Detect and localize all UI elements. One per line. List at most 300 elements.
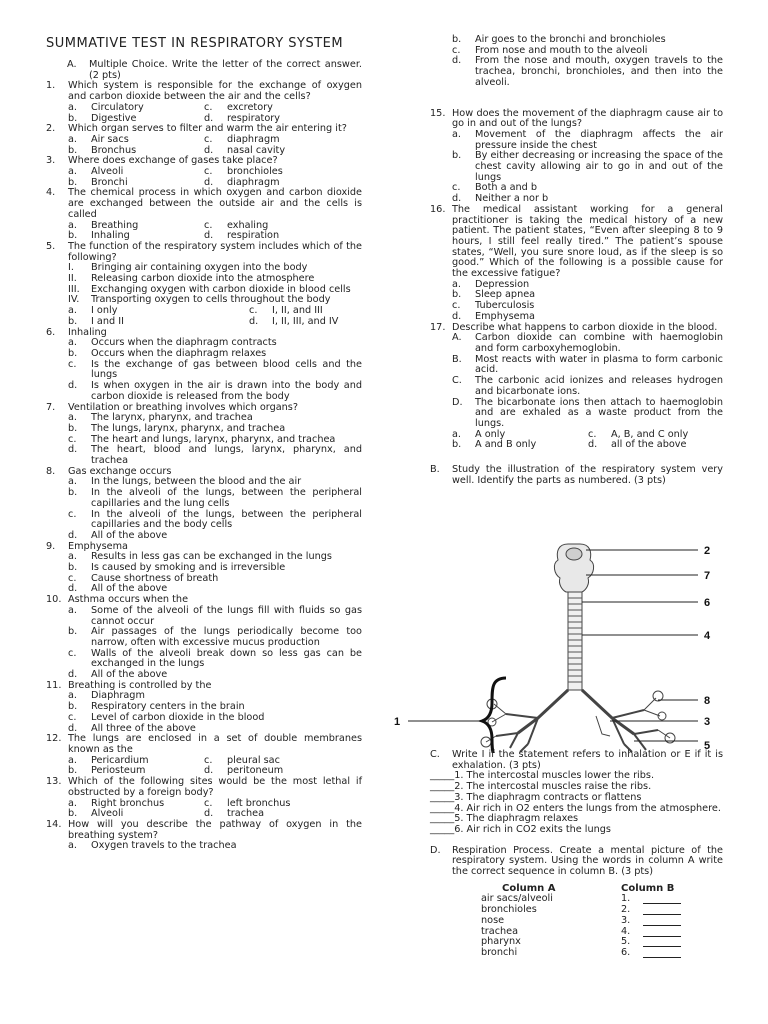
option-text: Results in less gas can be exchanged in the lungs [91,551,332,563]
question-13-stem [46,777,362,798]
option-letter: d. [68,669,78,681]
option-letter: c. [68,572,77,584]
option-text: Sleep apnea [475,289,536,301]
option-letter: c. [452,44,461,56]
option-text: Exchanging oxygen with carbon dioxide in blood cells [91,283,351,295]
question-7-options [46,413,362,467]
section-b [430,465,723,486]
answer-blank: _____ [430,823,455,835]
option-text: The bicarbonate ions then attach to haemoglobin and are exhaled as a waste product from the lungs. [475,396,723,429]
question-16 [430,205,723,323]
option-text: Oxygen travels to the trachea [91,840,237,852]
option-text: Air goes to the bronchi and bronchioles [475,34,666,45]
question-6-option [68,360,362,381]
right-column [430,0,723,486]
option-letter: c. [452,182,461,194]
question-9-options [46,552,362,595]
column-b-number: 4. [621,925,631,937]
option-letter: II. [68,273,77,285]
question-2-number: 2. [46,123,56,135]
question-6-number: 6. [46,326,56,338]
question-14-number: 14. [46,818,62,830]
question-17-option [452,398,723,430]
option-letter: d. [452,55,462,67]
option-letter: d. [452,193,462,205]
exhalation-item [430,825,723,836]
option-letter: a. [68,604,78,616]
question-15-option [452,151,723,183]
question-1-number: 1. [46,80,56,92]
choice-text: respiratory [227,112,280,124]
choice-letter: d. [204,808,214,820]
column-b-item [621,916,701,927]
section-c-label: C. [430,749,440,760]
option-text: Occurs when the diaphragm contracts [91,337,277,349]
option-text: Neither a nor b [475,193,549,205]
choice-letter: b. [68,230,78,242]
question-13-choice [68,799,204,810]
column-b-item [621,948,701,959]
choice-text: trachea [227,808,265,820]
option-letter: d. [68,380,78,392]
question-10-number: 10. [46,594,62,606]
section-b-text: Study the illustration of the respiratory system very well. Identify the parts as numbered. (3 pts) [452,464,723,486]
column-b-item [621,894,701,905]
diagram-label-4: 4 [704,630,711,642]
diagram-label-5: 5 [704,740,711,752]
option-letter: a. [68,551,78,563]
option-letter: d. [68,583,78,595]
question-1-choice [204,103,362,114]
section-d-label: D. [430,844,441,856]
option-letter: b. [68,626,78,638]
option-letter: b. [452,289,462,301]
question-5-choices [46,306,362,327]
choice-letter: c. [204,166,213,178]
question-11-options [46,691,362,734]
question-15-text: How does the movement of the diaphragm cause air to go in and out of the lungs? [452,107,723,130]
question-14-stem [46,820,362,841]
question-14-option [452,56,723,88]
choice-text: Alveoli [91,808,124,820]
question-10-option [68,649,362,670]
option-text: The heart and lungs, larynx, pharynx, and trachea [91,433,336,445]
question-9-number: 9. [46,540,56,552]
choice-letter: c. [204,219,213,231]
choice-letter: c. [204,754,213,766]
answer-line[interactable] [643,916,681,926]
option-letter: a. [452,128,462,140]
page-title: SUMMATIVE TEST IN RESPIRATORY SYSTEM [46,36,344,51]
column-b-header: Column B [621,882,675,894]
option-letter: C. [452,375,462,387]
choice-text: Periosteum [91,765,146,777]
option-letter: a. [68,476,78,488]
choice-text: Bronchus [91,144,137,156]
option-text: All of the above [91,583,168,595]
question-4-choices [46,221,362,242]
question-3-number: 3. [46,155,56,167]
question-15-number: 15. [430,107,446,119]
question-1 [46,81,362,124]
option-text: Emphysema [475,310,535,322]
diagram-label-1: 1 [394,716,401,728]
exhalation-text: 3. The diaphragm contracts or flattens [454,791,642,803]
question-14-text: How will you describe the pathway of oxygen in the breathing system? [68,818,362,841]
question-2-choice [68,135,204,146]
option-text: The carbonic acid ionizes and releases hydrogen and bicarbonate ions. [475,375,723,397]
option-letter: b. [452,34,462,45]
option-text: Respiratory centers in the brain [91,701,245,713]
choice-text: all of the above [611,439,687,451]
question-2-text: Which organ serves to filter and warm the air entering it? [68,123,347,135]
choice-text: Air sacs [91,133,129,145]
option-text: In the alveoli of the lungs, between the peripheral capillaries and the body cells [91,508,362,531]
question-9 [46,542,362,596]
question-13 [46,777,362,820]
question-7-text: Ventilation or breathing involves which organs? [68,401,298,413]
option-text: Both a and b [475,182,538,194]
left-column [46,0,362,852]
option-text: In the lungs, between the blood and the air [91,476,302,488]
option-letter: b. [68,347,78,359]
question-17-choice [452,440,588,451]
question-6 [46,328,362,403]
option-letter: a. [68,690,78,702]
option-letter: d. [452,310,462,322]
question-2 [46,124,362,156]
question-5-choice [249,317,362,328]
question-4-number: 4. [46,187,56,199]
question-8-number: 8. [46,465,56,477]
option-letter: c. [68,647,77,659]
option-text: In the alveoli of the lungs, between the peripheral capillaries and the lung cells [91,487,362,509]
question-11-number: 11. [46,679,62,691]
option-letter: b. [68,701,78,713]
option-text: Tuberculosis [475,300,535,312]
question-6-options [46,338,362,402]
option-text: Some of the alveoli of the lungs fill with fluids so gas cannot occur [91,604,362,627]
option-text: All of the above [91,669,168,681]
option-text: Air passages of the lungs periodically become too narrow, often with excessive mucus production [91,626,362,648]
exhalation-text: 1. The intercostal muscles lower the ribs. [454,770,655,782]
question-16-number: 16. [430,203,446,215]
exhalation-text: 4. Air rich in O2 enters the lungs from the atmosphere. [454,802,721,814]
column-b-number: 3. [621,914,631,926]
question-17-choice [588,440,723,451]
question-17-number: 17. [430,321,446,333]
exhalation-text: 5. The diaphragm relaxes [454,813,579,825]
question-12-number: 12. [46,733,62,745]
question-16-stem [430,205,723,280]
question-9-text: Emphysema [68,540,128,552]
question-8-text: Gas exchange occurs [68,465,172,477]
option-letter: b. [68,487,78,499]
question-6-option [68,381,362,402]
question-7-option [68,424,362,435]
question-4-stem [46,188,362,220]
option-text: Transporting oxygen to cells throughout the body [91,294,331,306]
question-8 [46,467,362,542]
question-16-text: The medical assistant working for a general practitioner is taking the medical history of a new patient. The patient states, “Even after sleeping 8 to 9 hours, I still feel really tired.” The patient’s spouse states, “Well, you sure snore loud, as if the sleep is so good.” Which of the following is a possible cause for the excessive fatigue? [452,203,723,280]
questions-left [46,81,362,852]
section-a-text: Multiple Choice. Write the letter of the correct answer. (2 pts) [89,59,362,81]
option-letter: d. [68,722,78,734]
option-letter: I. [68,262,74,274]
question-10-option [68,606,362,627]
option-letter: c. [68,433,77,445]
question-11 [46,681,362,735]
option-text: The lungs, larynx, pharynx, and trachea [91,422,286,434]
option-text: Is when oxygen in the air is drawn into the body and carbon dioxide is released from the body [91,380,362,402]
option-letter: a. [68,337,78,349]
question-1-text: Which system is responsible for the exchange of oxygen and carbon dioxide between the air and the cells? [68,80,362,103]
option-text: Level of carbon dioxide in the blood [91,711,265,723]
exhalation-text: 6. Air rich in CO2 exits the lungs [454,823,611,835]
question-8-options [46,477,362,541]
column-b-number: 5. [621,936,631,948]
choice-letter: d. [204,230,214,242]
column-b-list [621,894,701,958]
question-3-choice [68,167,204,178]
answer-blank: _____ [430,813,455,825]
option-letter: A. [452,332,462,344]
choice-text: I, II, III, and IV [272,315,339,327]
choice-letter: b. [68,176,78,188]
choice-letter: a. [68,101,78,113]
column-b-item [621,927,701,938]
choice-letter: d. [204,176,214,188]
choice-letter: b. [68,144,78,156]
choice-text: diaphragm [227,133,280,145]
choice-text: diaphragm [227,176,280,188]
column-b-number: 2. [621,904,631,916]
column-a-item: bronchioles [481,904,537,916]
option-letter: b. [452,150,462,162]
column-b-item [621,937,701,948]
option-letter: d. [68,529,78,541]
question-2-choices [46,135,362,156]
respiratory-diagram [388,538,748,753]
choice-letter: a. [68,166,78,178]
choice-letter: b. [68,765,78,777]
question-12-choices [46,756,362,777]
choice-text: Right bronchus [91,797,165,809]
option-text: The larynx, pharynx, and trachea [91,412,253,424]
question-8-option [68,488,362,509]
answer-line[interactable] [643,905,681,915]
diagram-label-7: 7 [704,570,711,582]
question-11-text: Breathing is controlled by the [68,679,212,691]
question-1-choices [46,103,362,124]
question-16-options [430,280,723,323]
question-12 [46,734,362,777]
choice-letter: c. [249,305,258,317]
question-10 [46,595,362,681]
option-text: Most reacts with water in plasma to form carbonic acid. [475,353,723,376]
question-12-text: The lungs are enclosed in a set of double membranes known as the [68,733,362,755]
section-c [430,750,723,771]
choice-text: A only [475,428,506,440]
column-a-item: air sacs/alveoli [481,893,553,905]
column-b-number: 1. [621,893,631,905]
section-a-label: A. [67,59,77,70]
section-b-label: B. [430,464,440,476]
answer-line[interactable] [643,894,681,904]
choice-text: peritoneum [227,765,284,777]
option-text: Depression [475,278,530,290]
option-letter: a. [68,840,78,852]
question-15-stem [430,109,723,130]
option-letter: d. [68,444,78,456]
choice-text: pleural sac [227,754,280,766]
question-5 [46,242,362,328]
choice-text: left bronchus [227,797,291,809]
section-c-items [430,771,723,835]
choice-letter: a. [68,133,78,145]
option-text: Occurs when the diaphragm relaxes [91,347,267,359]
section-c-text: Write I if the statement refers to inhalation or E if it is exhalation. (3 pts) [452,749,723,771]
question-17-option [452,376,723,397]
question-4 [46,188,362,242]
question-1-stem [46,81,362,102]
answer-line[interactable] [643,927,681,937]
choice-letter: d. [204,144,214,156]
option-letter: B. [452,353,462,365]
question-12-stem [46,734,362,755]
question-5-number: 5. [46,240,56,252]
choice-letter: c. [204,133,213,145]
choice-letter: d. [588,439,598,451]
choice-text: Digestive [91,112,137,124]
option-text: Walls of the alveoli break down so less gas can be exchanged in the lungs [91,647,362,670]
choice-letter: b. [452,439,462,451]
column-a-list [481,894,621,958]
choice-letter: c. [588,428,597,440]
question-7-number: 7. [46,401,56,413]
option-letter: b. [68,562,78,574]
question-10-text: Asthma occurs when the [68,594,189,606]
answer-blank: _____ [430,791,455,803]
column-matching [481,884,723,959]
questions-right [430,35,723,486]
column-b-number: 6. [621,946,631,958]
option-text: Diaphragm [91,690,145,702]
choice-letter: d. [249,315,259,327]
choice-text: A and B only [475,439,537,451]
choice-letter: b. [68,315,78,327]
column-a-item: trachea [481,925,519,937]
choice-text: I, II, and III [272,305,323,317]
choice-text: respiration [227,230,280,242]
choice-letter: c. [204,797,213,809]
exhalation-item [430,793,723,804]
option-letter: c. [68,711,77,723]
question-14-options [46,841,362,852]
question-17-choices [430,430,723,451]
column-b-item [621,905,701,916]
choice-text: Alveoli [91,166,124,178]
option-text: The heart, blood and lungs, larynx, pharynx, and trachea [91,444,362,467]
question-6-text: Inhaling [68,326,107,338]
answer-blank: _____ [430,770,455,782]
option-text: Releasing carbon dioxide into the atmosphere [91,273,315,285]
choice-text: Breathing [91,219,139,231]
question-17-text: Describe what happens to carbon dioxide in the blood. [452,321,718,333]
question-4-text: The chemical process in which oxygen and carbon dioxide are exchanged between the outside air and the cells is called [68,187,362,220]
section-d-text: Respiration Process. Create a mental picture of the respiratory system. Using the words in column A write the correct sequence in column B. (3 pts) [452,844,723,878]
choice-letter: b. [68,112,78,124]
question-5-stem [46,242,362,263]
answer-line[interactable] [643,948,681,958]
option-text: Is caused by smoking and is irreversible [91,562,286,574]
choice-text: Bronchi [91,176,128,188]
choice-text: Pericardium [91,754,149,766]
diagram-label-2: 2 [704,545,711,557]
choice-letter: a. [68,305,78,317]
question-14-option [68,841,362,852]
question-13-text: Which of the following sites would be the most lethal if obstructed by a foreign body? [68,776,362,798]
option-letter: a. [452,278,462,290]
question-17-options [430,333,723,429]
answer-blank: _____ [430,781,455,793]
question-5-options [46,263,362,306]
choice-letter: a. [68,797,78,809]
question-10-options [46,606,362,681]
choice-text: Inhaling [91,230,130,242]
question-14-options-cont [430,35,723,89]
option-letter: b. [68,422,78,434]
answer-line[interactable] [643,937,681,947]
section-d [430,846,723,878]
question-11-option [68,713,362,724]
question-15 [430,109,723,205]
diagram-label-8: 8 [704,695,711,707]
option-letter: IV. [68,294,80,306]
option-text: Movement of the diaphragm affects the air pressure inside the chest [475,128,723,151]
question-5-text: The function of the respiratory system includes which of the following? [68,240,362,263]
choice-letter: a. [68,219,78,231]
question-13-choices [46,799,362,820]
question-4-choice [68,221,204,232]
option-text: Bringing air containing oxygen into the body [91,262,308,274]
column-a-item: bronchi [481,946,518,958]
choice-letter: d. [204,765,214,777]
question-17-option [452,333,723,354]
question-15-options [430,130,723,205]
choice-letter: a. [452,428,462,440]
question-17 [430,323,723,451]
choice-letter: d. [204,112,214,124]
option-letter: c. [68,358,77,370]
question-3-text: Where does exchange of gases take place? [68,155,278,167]
choice-letter: b. [68,808,78,820]
question-13-number: 13. [46,776,62,788]
section-c-d [430,750,723,959]
question-10-option [68,627,362,648]
column-a-item: pharynx [481,936,521,948]
choice-text: I only [91,305,118,317]
option-text: All three of the above [91,722,196,734]
option-letter: a. [68,412,78,424]
question-5-choice [68,317,249,328]
option-letter: c. [68,508,77,520]
column-a-header: Column A [502,882,556,894]
question-3-choices [46,167,362,188]
choice-letter: a. [68,754,78,766]
choice-text: A, B, and C only [611,428,689,440]
question-15-option [452,130,723,151]
